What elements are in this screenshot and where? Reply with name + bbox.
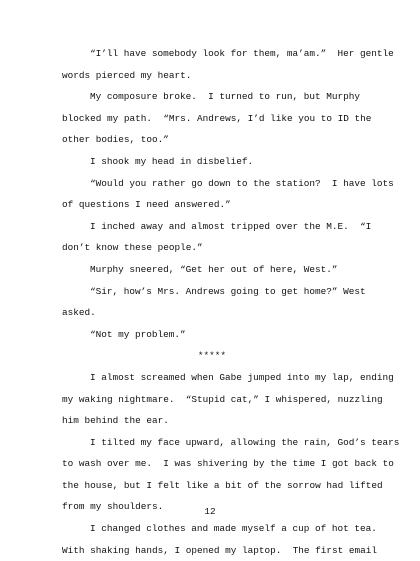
manuscript-text: [62, 43, 400, 561]
text-line: asked.: [62, 307, 96, 319]
scene-break: *****: [197, 350, 227, 362]
text-line: I shook my head in disbelief.: [90, 155, 254, 167]
text-line: other bodies, too.”: [62, 134, 169, 146]
text-line: I inched away and almost tripped over the M.E. “I: [90, 220, 372, 232]
page-number: 12: [204, 506, 216, 517]
text-line: I changed clothes and made myself a cup of hot tea.: [90, 523, 377, 535]
text-line: I tilted my face upward, allowing the rain, God’s tears: [90, 436, 400, 448]
text-line: the house, but I felt like a bit of the sorrow had lifted: [62, 479, 383, 491]
text-line: him behind the ear.: [62, 415, 169, 427]
text-line: from my shoulders.: [62, 501, 164, 513]
text-line: My composure broke. I turned to run, but Murphy: [90, 91, 361, 103]
text-line: With shaking hands, I opened my laptop. The first email: [62, 544, 378, 556]
text-line: my waking nightmare. “Stupid cat,” I whispered, nuzzling: [62, 393, 383, 405]
text-line: “Sir, how’s Mrs. Andrews going to get home?” West: [90, 285, 366, 297]
text-line: blocked my path. “Mrs. Andrews, I’d like you to ID the: [62, 112, 372, 124]
text-line: “Not my problem.”: [90, 328, 186, 340]
text-line: words pierced my heart.: [62, 69, 192, 81]
text-line: to wash over me. I was shivering by the time I got back to: [62, 458, 394, 470]
text-line: don’t know these people.”: [62, 242, 203, 254]
text-line: Murphy sneered, “Get her out of here, West.”: [90, 263, 338, 275]
text-line: I almost screamed when Gabe jumped into my lap, ending: [90, 371, 394, 383]
text-line: of questions I need answered.”: [62, 199, 231, 211]
text-line: “Would you rather go down to the station? I have lots: [90, 177, 394, 189]
text-line: “I’ll have somebody look for them, ma’am.” Her gentle: [90, 48, 394, 59]
